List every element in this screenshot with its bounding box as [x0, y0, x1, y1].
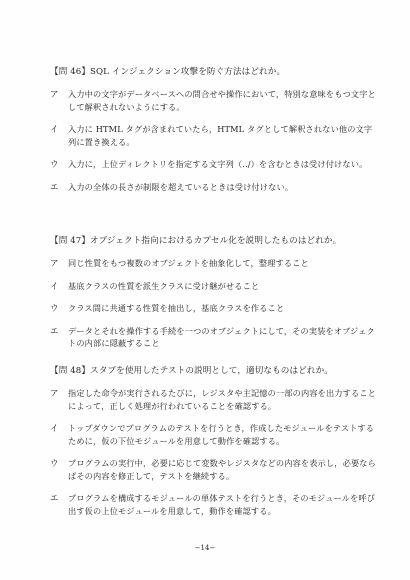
answer-option — [50, 257, 380, 270]
option-text: トップダウンでプログラムのテストを行うとき，作成したモジュールをテストするために，仮の下位モジュールを用意して動作を確認する。 — [68, 423, 375, 446]
option-label: ウ — [50, 458, 59, 468]
option-label: ウ — [50, 159, 59, 169]
answer-option — [50, 325, 380, 350]
option-label: イ — [50, 124, 59, 134]
answer-option — [50, 492, 380, 517]
option-text: クラス間に共通する性質を抽出し，基底クラスを作ること — [68, 303, 285, 313]
answer-option — [50, 457, 380, 482]
option-text: プログラムの実行中，必要に応じて変数やレジスタなどの内容を表示し，必要ならばその内容を修正して，テストを継続する。 — [68, 458, 376, 481]
option-label: ウ — [50, 303, 59, 313]
option-text: 入力の全体の長さが制限を超えているときは受け付けない。 — [68, 181, 294, 192]
option-label: イ — [50, 280, 59, 291]
option-text: 入力に，上位ディレクトリを指定する文字列（../）を含むときは受け付けない。 — [68, 159, 368, 169]
question-title: 【問 47】オブジェクト指向におけるカプセル化を説明したものはどれか。 — [50, 236, 342, 246]
answer-option — [50, 88, 380, 113]
option-label: ア — [50, 388, 59, 398]
option-text: プログラムを構成するモジュールの単体テストを行うとき，そのモジュールを呼び出す仮の上位モジュールを用意して，動作を確認する。 — [68, 493, 376, 516]
question-46 — [50, 66, 380, 203]
answer-option — [50, 181, 380, 194]
question-title: 【問 48】スタブを使用したテストの説明として，適切なものはどれか。 — [50, 366, 333, 376]
answer-option — [50, 280, 380, 293]
answer-option — [50, 387, 380, 412]
question-48 — [50, 365, 380, 527]
question-title: 【問 46】SQL インジェクション攻撃を防ぐ方法はどれか。 — [50, 67, 286, 77]
option-label: エ — [50, 181, 59, 192]
page-number: −14− — [194, 544, 216, 552]
answer-option — [50, 158, 380, 171]
option-text: 入力中の文字がデータベースへの問合せや操作において，特別な意味をもつ文字として解釈されないようにする。 — [68, 89, 376, 112]
answer-option — [50, 302, 380, 315]
option-text: 基底クラスの性質を派生クラスに受け継がせること — [68, 280, 260, 291]
question-47 — [50, 235, 380, 360]
option-text: データとそれを操作する手続を一つのオブジェクトにして，その実装をオブジェクトの内部に隠蔽すること — [68, 325, 375, 348]
answer-option — [50, 123, 380, 148]
option-label: ア — [50, 258, 59, 268]
option-text: 入力に HTML タグが含まれていたら，HTML タグとして解釈されない他の文字列に置き換える。 — [68, 124, 373, 147]
answer-option — [50, 422, 380, 447]
option-label: エ — [50, 325, 59, 336]
option-label: ア — [50, 89, 59, 99]
option-text: 指定した命令が実行されるたびに，レジスタや主記憶の一部の内容を出力することによって，正しく処理が行われていることを確認する。 — [68, 388, 377, 411]
option-label: イ — [50, 423, 59, 433]
option-label: エ — [50, 493, 59, 503]
option-text: 同じ性質をもつ複数のオブジェクトを抽象化して，整理すること — [68, 258, 309, 268]
